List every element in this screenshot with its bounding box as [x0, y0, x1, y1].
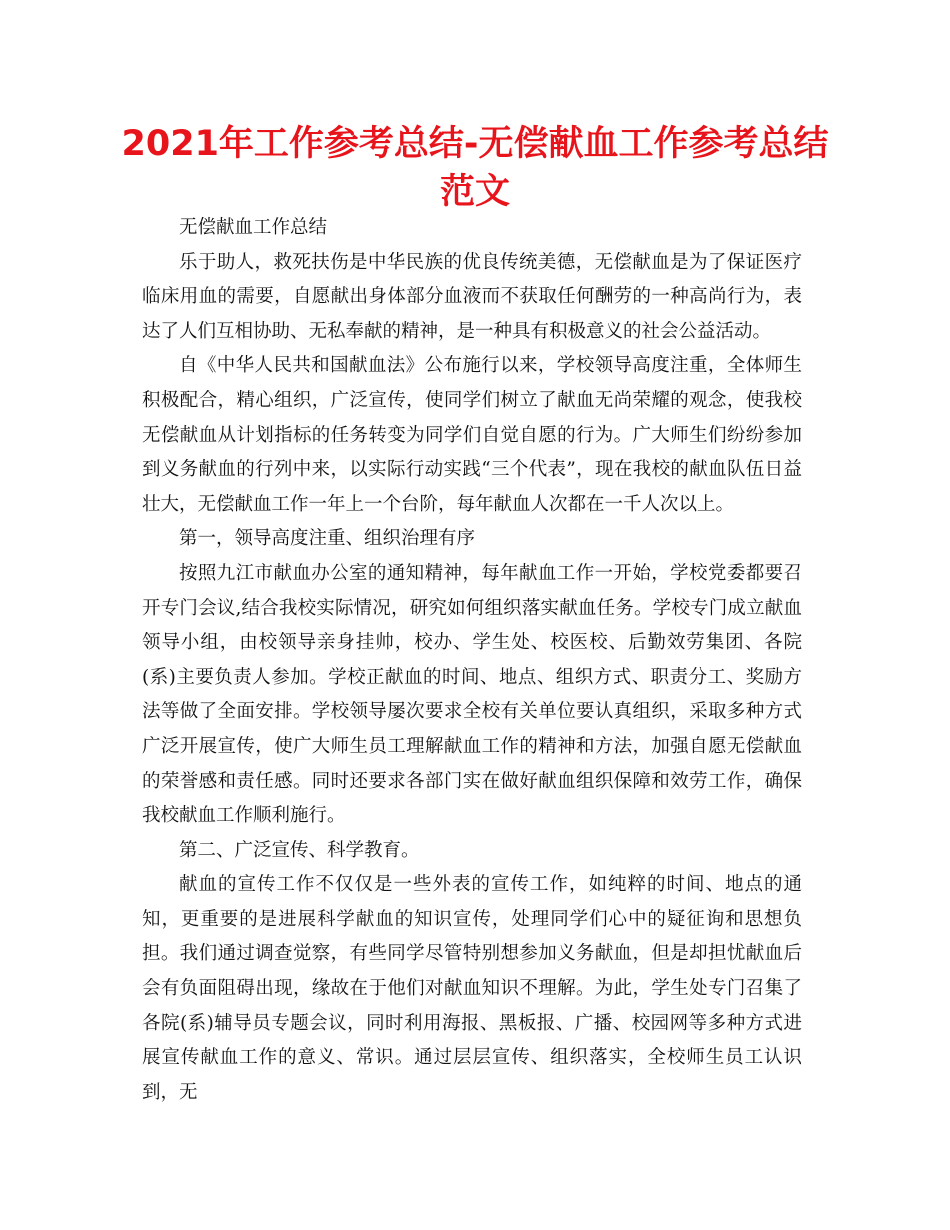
document-body — [142, 211, 802, 1110]
paragraph-law: 自《中华人民共和国献血法》公布施行以来，学校领导高度注重，全体师生积极配合，精心组织，广泛宣传，使同学们树立了献血无尚荣耀的观念，使我校无偿献血从计划指标的任务转变为同学们自觉自愿的行为。广大师生们纷纷参加到义务献血的行列中来，以实际行动实践“三个代表”，现在我校的献血队伍日益壮大，无偿献血工作一年上一个台阶，每年献血人次都在一千人次以上。 — [142, 355, 802, 515]
paragraph-first: 按照九江市献血办公室的通知精神，每年献血工作一开始，学校党委都要召开专门会议,结合我校实际情况，研究如何组织落实献血任务。学校专门成立献血领导小组，由校领导亲身挂帅，校办、学生处、校医校、后勤效劳集团、各院(系)主要负责人参加。学校正献血的时间、地点、组织方式、职责分工、奖励方法等做了全面安排。学校领导屡次要求全校有关单位要认真组织，采取多种方式广泛开展宣传，使广大师生员工理解献血工作的精神和方法，加强自愿无偿献血的荣誉感和责任感。同时还要求各部门实在做好献血组织保障和效劳工作，确保我校献血工作顺利施行。 — [142, 562, 802, 827]
section-heading-second: 第二、广泛宣传、科学教育。 — [179, 839, 420, 861]
paragraph-intro: 乐于助人，救死扶伤是中华民族的优良传统美德，无偿献血是为了保证医疗临床用血的需要，自愿献出身体部分血液而不获取任何酬劳的一种高尚行为，表达了人们互相协助、无私奉献的精神，是一种具有积极意义的社会公益活动。 — [142, 251, 802, 342]
section-heading-summary: 无偿献血工作总结 — [179, 217, 328, 238]
document-title: 2021年工作参考总结-无偿献血工作参考总结范文 — [121, 124, 829, 212]
section-heading-first: 第一，领导高度注重、组织治理有序 — [179, 528, 476, 550]
paragraph-second: 献血的宣传工作不仅仅是一些外表的宣传工作，如纯粹的时间、地点的通知，更重要的是进展科学献血的知识宣传，处理同学们心中的疑征询和思想负担。我们通过调查觉察，有些同学尽管特别想参加义务献血，但是却担忧献血后会有负面阻碍出现，缘故在于他们对献血知识不理解。为此，学生处专门召集了各院(系)辅导员专题会议，同时利用海报、黑板报、广播、校园网等多种方式进展宣传献血工作的意义、常识。通过层层宣传、组织落实，全校师生员工认识到，无 — [142, 874, 802, 1103]
